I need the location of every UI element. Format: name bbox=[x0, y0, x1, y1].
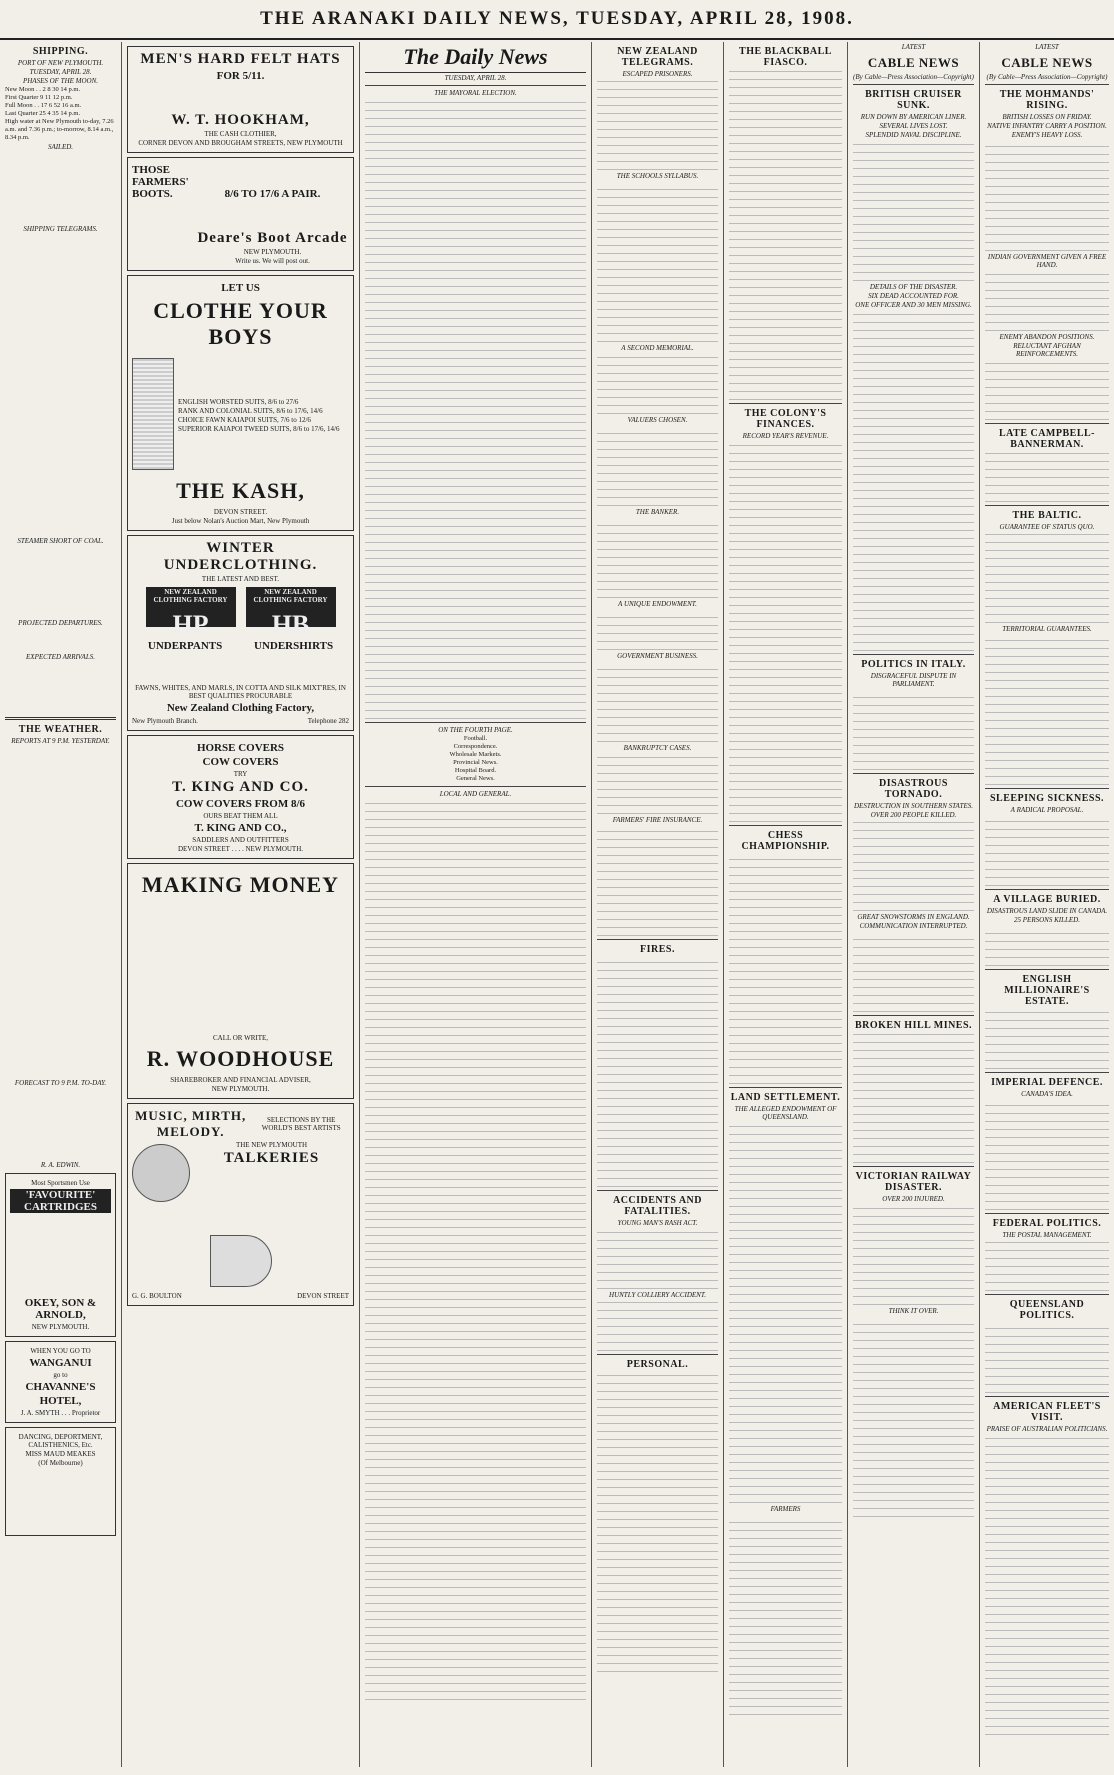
ad-line: MUSIC, MIRTH, MELODY. bbox=[135, 1108, 247, 1139]
text-block bbox=[985, 635, 1109, 785]
article-heading: SIX DEAD ACCOUNTED FOR. bbox=[868, 292, 959, 300]
fourth-item: Hospital Board. bbox=[454, 767, 497, 774]
article-heading: SPLENDID NAVAL DISCIPLINE. bbox=[865, 131, 962, 139]
ad-line: FAWNS, WHITES, AND MARLS, IN COTTA AND SILK MIXT'RES, IN BEST QUALITIES PROCURABLE bbox=[135, 684, 346, 700]
nz-telegrams-heading: NEW ZEALAND TELEGRAMS. bbox=[617, 46, 698, 68]
text-block bbox=[597, 1229, 718, 1289]
text-block bbox=[196, 202, 349, 228]
ad-line: J. A. SMYTH . . . Proprietor bbox=[20, 1409, 101, 1417]
text-block bbox=[853, 141, 974, 281]
ad-line: HORSE COVERS bbox=[196, 742, 285, 754]
fourth-item: Wholesale Markets. bbox=[449, 751, 502, 758]
moon-heading: PHASES OF THE MOON. bbox=[22, 77, 99, 85]
text-block bbox=[132, 656, 349, 682]
text-block bbox=[985, 1323, 1109, 1393]
cable-heading: CABLE NEWS bbox=[1001, 55, 1093, 70]
hp-badge bbox=[146, 587, 236, 639]
suit-line: ENGLISH WORSTED SUITS, 8/6 to 27/6 bbox=[178, 398, 299, 406]
text-block bbox=[597, 610, 718, 650]
baltic-heading: THE BALTIC. bbox=[1012, 510, 1082, 521]
fleet-heading: AMERICAN FLEET'S VISIT. bbox=[993, 1401, 1101, 1423]
ad-line: WANGANUI bbox=[29, 1357, 92, 1369]
shipping-telegrams-heading: SHIPPING TELEGRAMS. bbox=[23, 225, 98, 233]
article-heading: 25 PERSONS KILLED. bbox=[1014, 916, 1080, 924]
text-block bbox=[729, 1515, 842, 1715]
moon-line: Last Quarter 25 4 35 14 p.m. bbox=[5, 110, 81, 117]
hb-badge bbox=[246, 587, 336, 639]
text-block bbox=[985, 360, 1109, 420]
suit-line: SUPERIOR KAIAPOI TWEED SUITS, 8/6 to 17/6, 14/6 bbox=[178, 425, 340, 433]
ad-line: OKEY, SON & ARNOLD, bbox=[24, 1297, 97, 1321]
cable-heading: CABLE NEWS bbox=[867, 55, 960, 70]
tide-line: High water at New Plymouth to-day, 7.26 a.m. and 7.36 p.m.; to-morrow, 8.14 a.m., 8.34 p.m. bbox=[5, 118, 114, 141]
article-heading: CANADA'S IDEA. bbox=[1021, 1090, 1073, 1098]
local-heading: LOCAL AND GENERAL. bbox=[439, 790, 512, 798]
article-heading: A UNIQUE ENDOWMENT. bbox=[618, 600, 697, 608]
ad-line: NEW PLYMOUTH. bbox=[211, 1085, 270, 1093]
ad-line: T. KING AND CO., bbox=[194, 822, 287, 834]
ad-line: T. KING AND CO. bbox=[172, 779, 309, 795]
text-block bbox=[597, 957, 718, 1187]
ad-line: THE NEW PLYMOUTH bbox=[235, 1141, 308, 1149]
article-heading: A RADICAL PROPOSAL. bbox=[1010, 806, 1084, 814]
ad-line: Just below Nolan's Auction Mart, New Plymouth bbox=[171, 517, 310, 525]
text-block bbox=[985, 141, 1109, 251]
ad-line: OURS BEAT THEM ALL bbox=[203, 812, 278, 820]
column-advertisements bbox=[122, 42, 360, 1767]
ad-line: COW COVERS bbox=[202, 756, 279, 768]
article-heading: NATIVE INFANTRY CARRY A POSITION. bbox=[987, 122, 1107, 130]
fourth-item: Football. bbox=[463, 735, 488, 742]
ad-line: WINTER UNDERCLOTHING. bbox=[163, 540, 318, 573]
personal-heading: PERSONAL. bbox=[626, 1359, 689, 1370]
ad-line: SADDLERS AND OUTFITTERS bbox=[192, 836, 289, 844]
ad-line: COW COVERS FROM 8/6 bbox=[175, 798, 306, 810]
text-block bbox=[729, 442, 842, 822]
talkeries-ad bbox=[127, 1103, 354, 1306]
port-heading: PORT OF NEW PLYMOUTH. bbox=[17, 59, 104, 67]
article-heading: ESCAPED PRISONERS. bbox=[622, 70, 693, 78]
article-heading: RELUCTANT AFGHAN REINFORCEMENTS. bbox=[1013, 342, 1081, 358]
text-block bbox=[853, 821, 974, 911]
hats-ad bbox=[127, 46, 354, 153]
moon-line: New Moon . . 2 8 30 14 p.m. bbox=[5, 86, 81, 93]
ad-line: Deare's Boot Arcade bbox=[197, 230, 348, 246]
text-block bbox=[853, 311, 974, 651]
text-block bbox=[985, 1100, 1109, 1210]
text-block bbox=[985, 452, 1109, 502]
article-heading: THE ALLEGED ENDOWMENT OF QUEENSLAND. bbox=[734, 1105, 837, 1121]
text-block bbox=[5, 629, 116, 651]
ad-line: HOTEL, bbox=[39, 1395, 82, 1407]
article-heading: TERRITORIAL GUARANTEES. bbox=[1002, 625, 1092, 633]
article-heading: A SECOND MEMORIAL. bbox=[621, 344, 694, 352]
badge-mark: HP bbox=[172, 610, 209, 639]
text-block bbox=[853, 1033, 974, 1163]
text-block bbox=[5, 547, 116, 617]
making-money-ad bbox=[127, 863, 354, 1099]
campbell-heading: LATE CAMPBELL-BANNERMAN. bbox=[999, 428, 1095, 450]
ad-line: FOR 5/11. bbox=[216, 70, 265, 82]
text-block bbox=[597, 354, 718, 414]
text-block bbox=[194, 1169, 349, 1229]
forecast-heading: FORECAST TO 9 P.M. TO-DAY. bbox=[14, 1079, 107, 1087]
article-heading: OVER 200 INJURED. bbox=[882, 1195, 945, 1203]
ad-line: DEVON STREET. bbox=[213, 508, 268, 516]
article-heading: RUN DOWN BY AMERICAN LINER. bbox=[860, 113, 967, 121]
text-block bbox=[5, 1089, 116, 1159]
text-block bbox=[729, 70, 842, 400]
text-block bbox=[132, 84, 349, 110]
article-heading: THE BANKER. bbox=[635, 508, 680, 516]
sleeping-heading: SLEEPING SICKNESS. bbox=[989, 793, 1105, 804]
boots-ad bbox=[127, 157, 354, 271]
text-block bbox=[597, 80, 718, 170]
article-heading: HUNTLY COLLIERY ACCIDENT. bbox=[609, 1291, 706, 1299]
ad-line: DEVON STREET bbox=[297, 1292, 349, 1300]
article-heading: GREAT SNOWSTORMS IN ENGLAND. bbox=[857, 913, 970, 921]
text-block bbox=[985, 1009, 1109, 1069]
dancing-ad bbox=[5, 1427, 116, 1536]
arrivals-heading: EXPECTED ARRIVALS. bbox=[26, 653, 95, 661]
paper-title: The Daily News bbox=[365, 44, 586, 73]
ad-line: DEVON STREET . . . . NEW PLYMOUTH. bbox=[177, 845, 304, 853]
ad-line: SELECTIONS BY THE WORLD'S BEST ARTISTS bbox=[261, 1116, 341, 1132]
queensland-heading: QUEENSLAND POLITICS. bbox=[1009, 1299, 1085, 1321]
weather-subheading: REPORTS AT 9 P.M. YESTERDAY. bbox=[11, 737, 110, 745]
ad-line: New Zealand Clothing Factory, bbox=[166, 702, 315, 714]
text-block bbox=[132, 902, 349, 1032]
ad-line: Telephone 282 bbox=[307, 717, 349, 725]
moon-line: Full Moon . . 17 6 52 16 a.m. bbox=[5, 102, 82, 109]
text-block bbox=[729, 1123, 842, 1503]
fourth-item: Provincial News. bbox=[453, 759, 498, 766]
ad-line: MAKING MONEY bbox=[141, 872, 340, 897]
article-heading: DISGRACEFUL DISPUTE IN PARLIAMENT. bbox=[870, 672, 957, 688]
village-heading: A VILLAGE BURIED. bbox=[993, 894, 1101, 905]
ad-line: DANCING, DEPORTMENT, CALISTHENICS, Etc. bbox=[18, 1433, 103, 1449]
boys-clothing-ad bbox=[127, 275, 354, 531]
article-heading: VALUERS CHOSEN. bbox=[627, 416, 688, 424]
moon-line: First Quarter 9 11 12 p.m. bbox=[5, 94, 73, 101]
ad-line: UNDERPANTS bbox=[147, 640, 223, 652]
cruiser-heading: BRITISH CRUISER SUNK. bbox=[865, 89, 962, 111]
ad-line: New Plymouth Branch. bbox=[132, 717, 198, 725]
suit-line: RANK AND COLONIAL SUITS, 8/6 to 17/6, 14/6 bbox=[178, 407, 323, 415]
ad-line: NEW PLYMOUTH. bbox=[243, 248, 302, 256]
steamer-heading: STEAMER SHORT OF COAL. bbox=[17, 537, 104, 545]
article-heading: FARMERS' FIRE INSURANCE. bbox=[612, 816, 703, 824]
ad-line: THE LATEST AND BEST. bbox=[201, 575, 280, 583]
article-heading: THE POSTAL MANAGEMENT. bbox=[1002, 1231, 1092, 1239]
ad-line: MEN'S HARD FELT HATS bbox=[140, 51, 341, 67]
text-block bbox=[853, 690, 974, 770]
text-block bbox=[985, 816, 1109, 886]
railway-heading: VICTORIAN RAILWAY DISASTER. bbox=[855, 1171, 972, 1193]
ad-line: TRY bbox=[233, 770, 248, 778]
weather-heading: THE WEATHER. bbox=[18, 724, 103, 735]
ad-line: 'FAVOURITE' CARTRIDGES bbox=[10, 1189, 111, 1213]
article-heading: THINK IT OVER. bbox=[888, 1307, 939, 1315]
article-heading: COMMUNICATION INTERRUPTED. bbox=[859, 922, 968, 930]
shipping-heading: SHIPPING. bbox=[32, 46, 89, 57]
departures-heading: PROJECTED DEPARTURES. bbox=[18, 619, 103, 627]
text-block bbox=[985, 1241, 1109, 1291]
column-nz-telegrams bbox=[592, 42, 724, 1767]
cable-subheading: (By Cable—Press Association—Copyright) bbox=[853, 73, 974, 81]
column-shipping bbox=[0, 42, 122, 1767]
mohmands-heading: THE MOHMANDS' RISING. bbox=[999, 89, 1095, 111]
article-heading: THE SCHOOLS SYLLABUS. bbox=[616, 172, 699, 180]
ad-line: NEW PLYMOUTH. bbox=[31, 1323, 90, 1331]
ad-line: LET US bbox=[221, 282, 260, 294]
text-block bbox=[729, 854, 842, 1084]
text-block bbox=[196, 164, 349, 186]
chess-heading: CHESS CHAMPIONSHIP. bbox=[741, 830, 830, 852]
article-heading: BANKRUPTCY CASES. bbox=[623, 744, 692, 752]
ad-line: WHEN YOU GO TO bbox=[30, 1347, 91, 1355]
text-block bbox=[365, 800, 586, 1700]
text-block bbox=[597, 826, 718, 936]
politics-heading: POLITICS IN ITALY. bbox=[861, 659, 966, 670]
election-heading: THE MAYORAL ELECTION. bbox=[434, 89, 517, 97]
article-heading: YOUNG MAN'S RASH ACT. bbox=[617, 1219, 698, 1227]
signature: R. A. EDWIN. bbox=[40, 1161, 81, 1169]
badge-label: NEW ZEALAND CLOTHING FACTORY bbox=[153, 588, 228, 604]
article-heading: RECORD YEAR'S REVENUE. bbox=[742, 432, 829, 440]
text-block bbox=[985, 1435, 1109, 1735]
federal-heading: FEDERAL POLITICS. bbox=[992, 1218, 1102, 1229]
text-block bbox=[5, 747, 116, 1077]
ad-line: go to bbox=[53, 1371, 68, 1379]
blackball-heading: THE BLACKBALL FIASCO. bbox=[739, 46, 832, 68]
text-block bbox=[597, 426, 718, 506]
sailed-heading: SAILED. bbox=[47, 143, 74, 151]
text-block bbox=[853, 1205, 974, 1305]
fourth-page-heading: ON THE FOURTH PAGE. bbox=[438, 726, 513, 734]
ad-line: CALL OR WRITE, bbox=[212, 1034, 269, 1042]
imperial-heading: IMPERIAL DEFENCE. bbox=[991, 1077, 1103, 1088]
ad-line: Most Sportsmen Use bbox=[31, 1179, 90, 1187]
colony-heading: THE COLONY'S FINANCES. bbox=[744, 408, 827, 430]
ad-line: Write us. We will post out. bbox=[235, 257, 310, 265]
ad-line: G. G. BOULTON bbox=[132, 1292, 182, 1300]
text-block bbox=[597, 662, 718, 742]
horse-covers-ad bbox=[127, 735, 354, 859]
fourth-item: Correspondence. bbox=[453, 743, 498, 750]
article-heading: DETAILS OF THE DISASTER. bbox=[869, 283, 958, 291]
text-block bbox=[10, 1215, 111, 1295]
ad-line: 8/6 TO 17/6 A PAIR. bbox=[224, 188, 321, 200]
text-block bbox=[178, 356, 349, 396]
ad-line: TALKERIES bbox=[223, 1150, 320, 1166]
paper-date: TUESDAY, APRIL 28. bbox=[444, 74, 507, 82]
ad-line: THE KASH, bbox=[176, 478, 305, 503]
ad-line: R. WOODHOUSE bbox=[146, 1046, 335, 1071]
text-block bbox=[597, 518, 718, 598]
hotel-ad bbox=[5, 1341, 116, 1423]
badge-mark: HB bbox=[271, 610, 310, 639]
cartridges-ad bbox=[5, 1173, 116, 1337]
column-blackball bbox=[724, 42, 848, 1767]
cable-subheading: (By Cable—Press Association—Copyright) bbox=[986, 73, 1108, 81]
portrait-illustration bbox=[132, 1144, 190, 1202]
article-heading: GUARANTEE OF STATUS QUO. bbox=[999, 523, 1095, 531]
text-block bbox=[5, 663, 116, 713]
column-editorial bbox=[360, 42, 592, 1767]
article-heading: SEVERAL LIVES LOST. bbox=[879, 122, 948, 130]
article-heading: ENEMY ABANDON POSITIONS. bbox=[999, 333, 1095, 341]
text-block bbox=[597, 1372, 718, 1672]
article-heading: DESTRUCTION IN SOUTHERN STATES. bbox=[853, 802, 973, 810]
ad-line: CORNER DEVON AND BROUGHAM STREETS, NEW PLYMOUTH bbox=[138, 139, 343, 147]
tornado-heading: DISASTROUS TORNADO. bbox=[879, 778, 948, 800]
suit-line: CHOICE FAWN KAIAPOI SUITS, 7/6 to 12/6 bbox=[178, 416, 311, 424]
text-block bbox=[985, 533, 1109, 623]
ad-line: CHAVANNE'S bbox=[25, 1381, 96, 1393]
article-heading: BRITISH LOSSES ON FRIDAY. bbox=[1002, 113, 1092, 121]
ad-line: SHAREBROKER AND FINANCIAL ADVISER, bbox=[170, 1076, 311, 1084]
text-block bbox=[365, 99, 586, 719]
text-block bbox=[10, 1469, 111, 1529]
article-heading: GOVERNMENT BUSINESS. bbox=[617, 652, 698, 660]
latest-label: LATEST bbox=[901, 43, 926, 51]
boy-illustration bbox=[132, 358, 174, 470]
accidents-heading: ACCIDENTS AND FATALITIES. bbox=[612, 1195, 702, 1217]
masthead: THE ARANAKI DAILY NEWS, TUESDAY, APRIL 28, 1908. bbox=[0, 0, 1114, 40]
ad-line: THE CASH CLOTHIER, bbox=[204, 130, 277, 138]
land-heading: LAND SETTLEMENT. bbox=[730, 1092, 841, 1103]
ad-line: (Of Melbourne) bbox=[38, 1459, 83, 1467]
ad-line: UNDERSHIRTS bbox=[254, 640, 334, 652]
article-heading: INDIAN GOVERNMENT GIVEN A FREE HAND. bbox=[987, 253, 1107, 269]
latest-label: LATEST bbox=[1035, 43, 1059, 51]
text-block bbox=[597, 1301, 718, 1351]
gramophone-illustration bbox=[210, 1235, 272, 1287]
broken-hill-heading: BROKEN HILL MINES. bbox=[854, 1020, 973, 1031]
article-heading: ENEMY'S HEAVY LOSS. bbox=[1011, 131, 1083, 139]
text-block bbox=[853, 1317, 974, 1517]
text-block bbox=[985, 926, 1109, 966]
text-block bbox=[5, 153, 116, 223]
article-heading: PRAISE OF AUSTRALIAN POLITICIANS. bbox=[986, 1425, 1108, 1433]
column-cable-news-2 bbox=[980, 42, 1114, 1767]
text-block bbox=[597, 754, 718, 814]
article-heading: OVER 200 PEOPLE KILLED. bbox=[870, 811, 957, 819]
fires-heading: FIRES. bbox=[640, 944, 675, 955]
date-line: TUESDAY, APRIL 28. bbox=[29, 68, 92, 76]
ad-line: THOSE FARMERS' BOOTS. bbox=[132, 164, 189, 200]
column-cable-news-1 bbox=[848, 42, 980, 1767]
text-block bbox=[853, 932, 974, 1012]
fourth-item: General News. bbox=[456, 775, 495, 782]
underclothing-ad bbox=[127, 535, 354, 731]
ad-line: CLOTHE YOUR BOYS bbox=[153, 298, 328, 349]
article-heading: DISASTROUS LAND SLIDE IN CANADA. bbox=[986, 907, 1108, 915]
article-heading: FARMERS bbox=[770, 1505, 801, 1513]
badge-label: NEW ZEALAND CLOTHING FACTORY bbox=[253, 588, 328, 604]
text-block bbox=[5, 235, 116, 535]
article-heading: ONE OFFICER AND 30 MEN MISSING. bbox=[855, 301, 972, 309]
text-block bbox=[597, 182, 718, 342]
ad-line: MISS MAUD MEAKES bbox=[25, 1450, 96, 1458]
millionaire-heading: ENGLISH MILLIONAIRE'S ESTATE. bbox=[1004, 974, 1090, 1007]
ad-line: W. T. HOOKHAM, bbox=[171, 112, 310, 128]
text-block bbox=[985, 271, 1109, 331]
